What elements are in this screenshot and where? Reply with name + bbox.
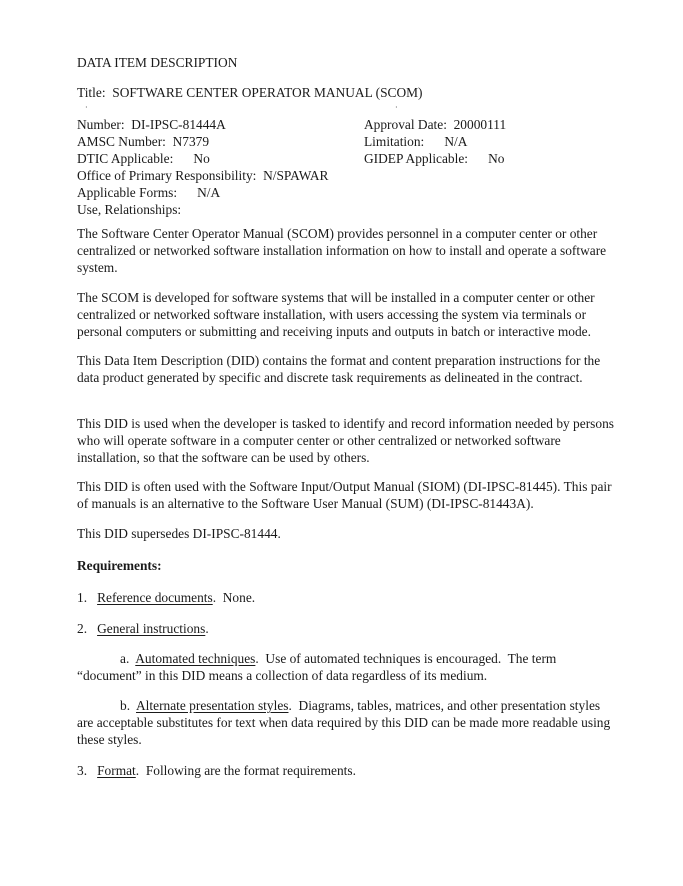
requirement-item-3 (77, 762, 356, 779)
item-number: 1. (77, 590, 88, 605)
meta-use-relationships: Use, Relationships: (77, 202, 182, 217)
item-text: . Following are the format requirements. (135, 763, 356, 778)
meta-limitation: Limitation: N/A (364, 134, 468, 149)
paragraph-supersedes: This DID supersedes DI-IPSC-81444. (77, 526, 281, 541)
subitem-prefix: a. (120, 651, 130, 666)
requirements-heading: Requirements: (77, 558, 162, 573)
document-header: DATA ITEM DESCRIPTION (77, 55, 238, 70)
meta-number: Number: DI-IPSC-81444A (77, 117, 226, 132)
meta-applicable-forms: Applicable Forms: N/A (77, 185, 221, 200)
subitem-label: Automated techniques (135, 651, 256, 666)
item-text: . None. (212, 590, 256, 605)
subitem-label: Alternate presentation styles (136, 698, 289, 713)
requirement-item-1 (77, 589, 255, 606)
meta-office: Office of Primary Responsibility: N/SPAWAR (77, 168, 329, 183)
meta-gidep-applicable: GIDEP Applicable: No (364, 151, 505, 166)
requirement-item-2 (77, 620, 209, 637)
paragraph-purpose: The Software Center Operator Manual (SCOM) provides personnel in a computer center or other centralized or networked software installation information on how to install and operate a software system. (77, 226, 607, 275)
paragraph-related-manuals: This DID is often used with the Software Input/Output Manual (SIOM) (DI-IPSC-81445). This pair of manuals is an alternative to the Software User Manual (SUM) (DI-IPSC-81443A). (77, 479, 612, 511)
metadata-right-column (364, 116, 506, 167)
item-label: Reference documents (97, 590, 213, 605)
metadata-left-column (77, 116, 329, 218)
paragraph-did-usage: This DID is used when the developer is tasked to identify and record information needed by persons who will operate software in a computer center or other centralized or networked software installation, so that the software can be used by others. (77, 416, 614, 465)
meta-amsc-number: AMSC Number: N7379 (77, 134, 210, 149)
paragraph-did-contents: This Data Item Description (DID) contains the format and content preparation instructions for the data product generated by specific and discrete task requirements as delineated in the contract. (77, 353, 601, 385)
document-title (77, 84, 423, 101)
subitem-text: . Use of automated techniques is encouraged. The term “document” in this DID means a collection of data regardless of its medium. (77, 651, 560, 683)
subitem-text: . Diagrams, tables, matrices, and other presentation styles are acceptable substitutes for text when data required by this DID can be made more readable using these styles. (77, 698, 614, 747)
speck: · (85, 103, 88, 112)
meta-dtic-applicable: DTIC Applicable: No (77, 151, 210, 166)
paragraph-scope: The SCOM is developed for software systems that will be installed in a computer center or other centralized or networked software installation, with users accessing the system via terminals or personal computers or submitting and receiving inputs and outputs in batch or interactive mode. (77, 290, 595, 339)
title-value: SOFTWARE CENTER OPERATOR MANUAL (SCOM) (112, 85, 423, 100)
item-number: 2. (77, 621, 88, 636)
title-label: Title: (77, 85, 106, 100)
item-label: Format (97, 763, 136, 778)
meta-approval-date: Approval Date: 20000111 (364, 117, 507, 132)
item-text: . (205, 621, 209, 636)
requirement-item-2b (77, 697, 617, 748)
item-number: 3. (77, 763, 88, 778)
requirement-item-2a (77, 650, 617, 684)
subitem-prefix: b. (120, 698, 131, 713)
item-label: General instructions (97, 621, 206, 636)
speck: · (395, 103, 398, 112)
